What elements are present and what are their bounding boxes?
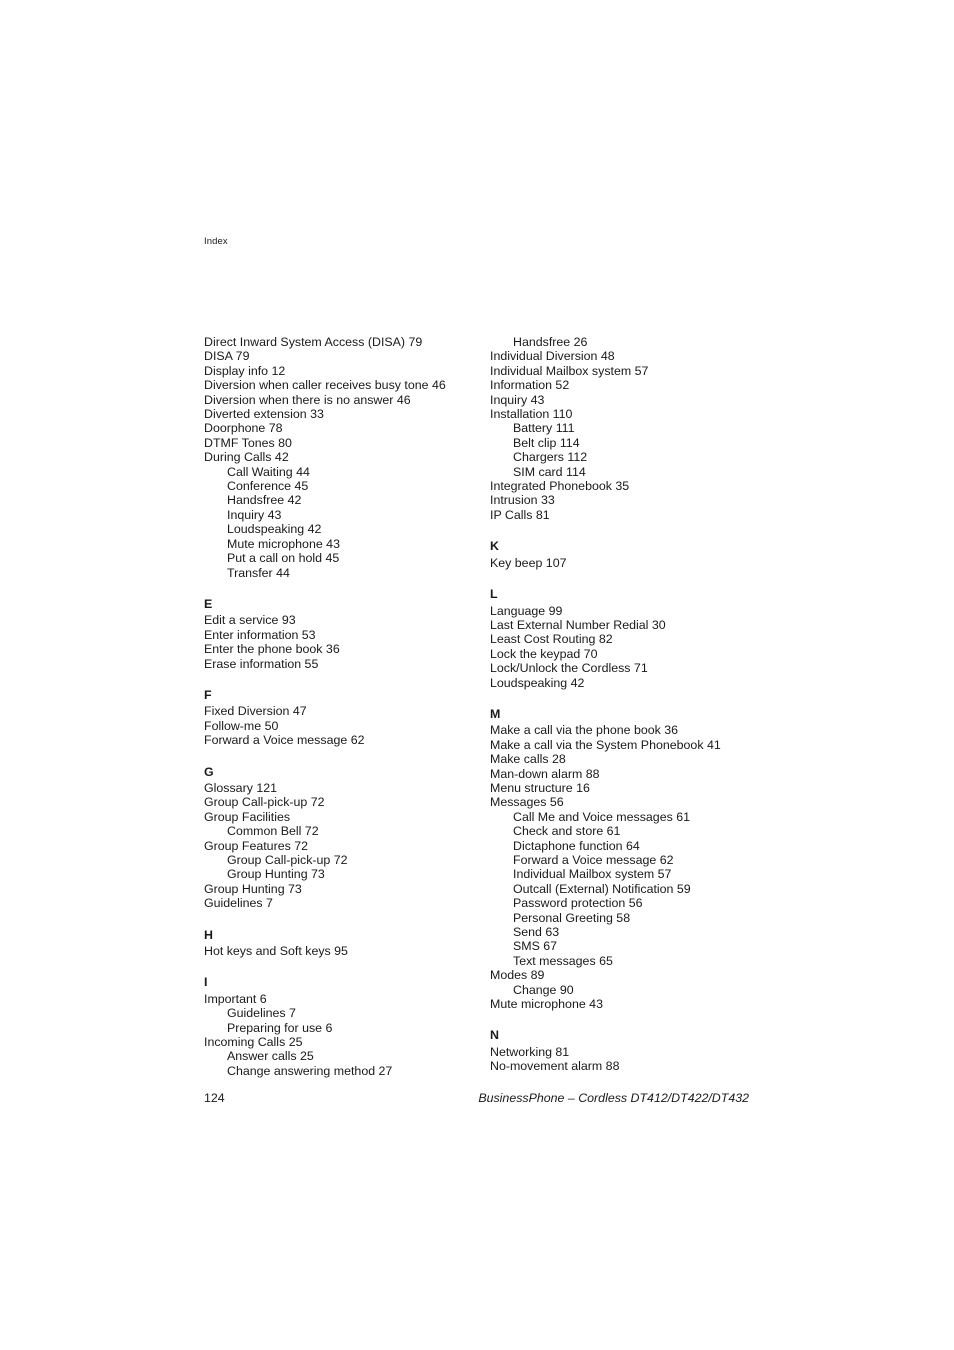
index-entry: Individual Mailbox system 57 <box>490 363 649 378</box>
index-entry: Diversion when there is no answer 46 <box>204 392 411 407</box>
index-entry: Fixed Diversion 47 <box>204 704 307 719</box>
index-subentry: Chargers 112 <box>513 450 588 465</box>
index-entry: Make calls 28 <box>490 752 566 767</box>
index-entry: Group Call-pick-up 72 <box>204 795 325 810</box>
index-letter-heading: H <box>204 927 213 942</box>
index-letter-heading: M <box>490 706 501 721</box>
index-subentry: Conference 45 <box>227 479 309 494</box>
index-entry: Enter information 53 <box>204 627 316 642</box>
index-entry: Hot keys and Soft keys 95 <box>204 944 348 959</box>
index-entry: Make a call via the phone book 36 <box>490 723 679 738</box>
index-subentry: Handsfree 42 <box>227 493 302 508</box>
index-letter-heading: E <box>204 596 213 611</box>
index-entry: Edit a service 93 <box>204 613 296 628</box>
index-entry: Last External Number Redial 30 <box>490 617 666 632</box>
index-entry: DISA 79 <box>204 349 250 364</box>
index-entry: Messages 56 <box>490 795 564 810</box>
index-subentry: Dictaphone function 64 <box>513 838 640 853</box>
index-entry: Follow-me 50 <box>204 718 279 733</box>
index-subentry: Handsfree 26 <box>513 335 588 349</box>
index-entry: Man-down alarm 88 <box>490 766 600 781</box>
index-subentry: Text messages 65 <box>513 953 613 968</box>
index-entry: Important 6 <box>204 991 267 1006</box>
index-entry: Language 99 <box>490 603 563 618</box>
index-letter-heading: F <box>204 687 212 702</box>
index-entry: Individual Diversion 48 <box>490 349 615 364</box>
index-entry: Diversion when caller receives busy tone 46 <box>204 378 446 393</box>
index-entry: Menu structure 16 <box>490 780 590 795</box>
index-entry: Intrusion 33 <box>490 493 555 508</box>
index-entry: Group Features 72 <box>204 838 309 853</box>
index-entry: Lock the keypad 70 <box>490 646 598 661</box>
index-entry: DTMF Tones 80 <box>204 435 292 450</box>
index-column-left <box>204 335 474 1078</box>
index-entry: Inquiry 43 <box>490 392 545 407</box>
index-subentry: Individual Mailbox system 57 <box>513 867 672 882</box>
index-subentry: Change answering method 27 <box>227 1063 393 1078</box>
index-column-right <box>490 335 760 1074</box>
index-entry: Incoming Calls 25 <box>204 1035 303 1050</box>
index-letter-heading: I <box>204 975 208 990</box>
index-subentry: Check and store 61 <box>513 824 621 839</box>
index-entry: Diverted extension 33 <box>204 407 324 422</box>
index-entry: Glossary 121 <box>204 780 278 795</box>
index-letter-heading: L <box>490 587 498 602</box>
index-entry: Make a call via the System Phonebook 41 <box>490 737 721 752</box>
index-subentry: Personal Greeting 58 <box>513 910 631 925</box>
index-subentry: Outcall (External) Notification 59 <box>513 881 691 896</box>
index-subentry: SIM card 114 <box>513 464 586 479</box>
index-entry: Forward a Voice message 62 <box>204 733 365 748</box>
index-subentry: Forward a Voice message 62 <box>513 853 674 867</box>
page-number: 124 <box>204 1091 225 1105</box>
index-subentry: Guidelines 7 <box>227 1006 296 1021</box>
index-entry: Erase information 55 <box>204 656 319 671</box>
index-entry: Installation 110 <box>490 407 573 422</box>
index-entry: IP Calls 81 <box>490 507 550 522</box>
index-entry: Least Cost Routing 82 <box>490 632 613 647</box>
index-entry: Integrated Phonebook 35 <box>490 479 630 494</box>
index-entry: Guidelines 7 <box>204 896 273 911</box>
index-subentry: Password protection 56 <box>513 896 643 911</box>
index-subentry: Battery 111 <box>513 421 575 436</box>
index-entry: Networking 81 <box>490 1044 570 1059</box>
index-subentry: SMS 67 <box>513 939 558 954</box>
index-subentry: Loudspeaking 42 <box>227 522 322 537</box>
index-subentry: Call Waiting 44 <box>227 464 310 479</box>
index-subentry: Send 63 <box>513 925 560 940</box>
index-subentry: Transfer 44 <box>227 565 290 580</box>
index-entry: Lock/Unlock the Cordless 71 <box>490 661 648 676</box>
index-entry: Information 52 <box>490 378 570 393</box>
index-subentry: Call Me and Voice messages 61 <box>513 809 691 824</box>
running-header: Index <box>204 236 228 247</box>
index-letter-heading: K <box>490 539 499 554</box>
document-title: BusinessPhone – Cordless DT412/DT422/DT432 <box>478 1091 749 1105</box>
index-entry: Display info 12 <box>204 363 286 378</box>
index-letter-heading: N <box>490 1028 499 1043</box>
index-subentry: Common Bell 72 <box>227 824 319 839</box>
index-entry: Modes 89 <box>490 968 545 983</box>
index-subentry: Change 90 <box>513 982 574 997</box>
index-subentry: Belt clip 114 <box>513 435 580 450</box>
index-entry: Key beep 107 <box>490 555 567 570</box>
index-entry: Enter the phone book 36 <box>204 642 340 657</box>
index-entry: Group Facilities <box>204 809 291 824</box>
index-letter-heading: G <box>204 764 214 779</box>
index-entry: Doorphone 78 <box>204 421 283 436</box>
index-subentry: Put a call on hold 45 <box>227 551 340 566</box>
index-subentry: Inquiry 43 <box>227 507 282 522</box>
index-subentry: Group Call-pick-up 72 <box>227 853 348 867</box>
index-entry: Group Hunting 73 <box>204 881 302 896</box>
index-entry: Direct Inward System Access (DISA) 79 <box>204 335 423 349</box>
index-subentry: Preparing for use 6 <box>227 1020 333 1035</box>
index-entry: Mute microphone 43 <box>490 997 603 1012</box>
index-entry: Loudspeaking 42 <box>490 675 585 690</box>
index-subentry: Group Hunting 73 <box>227 867 325 882</box>
index-entry: No-movement alarm 88 <box>490 1059 620 1074</box>
index-entry: During Calls 42 <box>204 450 289 465</box>
index-subentry: Mute microphone 43 <box>227 536 340 551</box>
index-subentry: Answer calls 25 <box>227 1049 314 1064</box>
